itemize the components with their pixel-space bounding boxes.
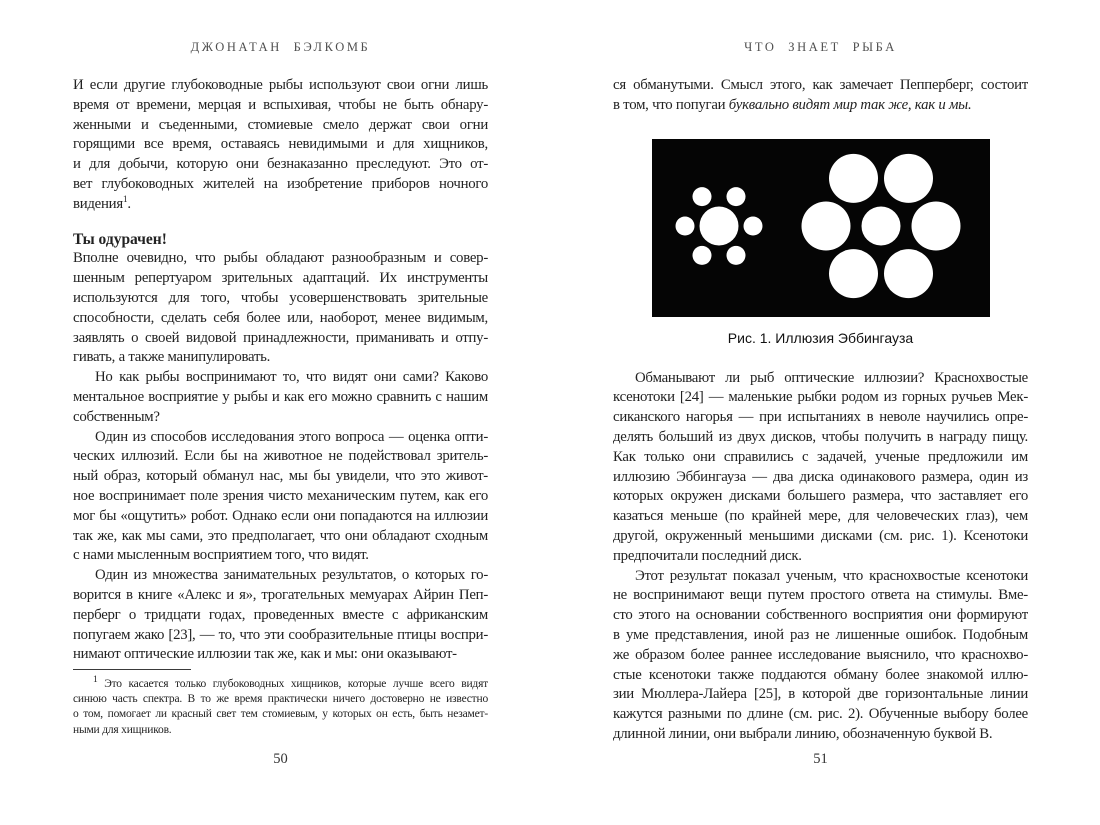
paragraph	[73, 566, 488, 665]
text-line: которых окружен дисками большего размера, что заставляет его	[613, 488, 1028, 505]
text-line: горящими все время, оставаясь невидимыми и для хищников,	[73, 136, 488, 153]
running-header-right: ЧТО ЗНАЕТ РЫБА	[744, 40, 897, 54]
text-line: Но как рыбы воспринимают то, что видят они сами? Каково	[95, 369, 488, 386]
text-segment: в том, что попугаи	[613, 96, 729, 113]
text-segment-sup: 1	[122, 194, 128, 205]
text-line: перберг о тридцати годах, проведенных вместе с африканским	[73, 606, 488, 623]
text-line	[73, 195, 488, 215]
footnote	[73, 669, 488, 738]
text-column-left	[73, 76, 488, 665]
text-line: казаться меньше (по крайней мере, для человеческих глаз), чем	[613, 508, 1028, 525]
footnote-text	[73, 677, 488, 738]
text-segment-italic: буквально видят мир так же, как и мы.	[728, 96, 972, 113]
text-line: Один из множества занимательных результатов, о которых го-	[95, 567, 488, 584]
text-line: заявлять о своей видовой принадлежности, приманивать и отпу-	[73, 329, 488, 346]
text-line: другой, окруженный меньшими дисками (см. рис. 1). Ксенотоки	[613, 527, 1028, 544]
text-line: иллюзию Эббингауза — два диска одинакового размера, один из	[613, 468, 1028, 485]
figure-caption: Рис. 1. Иллюзия Эббингауза	[727, 329, 914, 346]
paragraph	[73, 368, 488, 427]
text-line: длинной линии, они выбрали линию, обозначенную буквой В.	[613, 725, 993, 742]
text-line: нимают оптические иллюзии так же, как и мы: они оказывают-	[73, 646, 457, 663]
text-line: Этот результат показал ученым, что краснохвостые ксенотоки	[635, 567, 1028, 584]
text-line: ксенотоки [24] — маленькие рыбки родом из горных ручьев Мек-	[613, 389, 1028, 406]
running-header-left: ДЖОНАТАН БЭЛКОМБ	[190, 40, 371, 54]
text-line: вет глубоководных жителей на изобретение приборов ночного	[73, 175, 488, 192]
footnote-line: ными для хищников.	[73, 723, 172, 736]
text-line: шенным репертуаром зрительных адаптаций. Их инструменты	[73, 270, 488, 287]
page-number-left: 50	[273, 751, 288, 767]
text-line: кажутся разными по длине (см. рис. 2). Обученные выбору более	[613, 706, 1028, 723]
text-line: стые ксенотоки также поддаются обману более знакомой иллю-	[613, 666, 1028, 683]
text-line: ческих иллюзий. Если бы на животное не подействовал зритель-	[73, 448, 488, 465]
text-line: ворится в книге «Алекс и я», трогательных мемуарах Айрин Пеп-	[73, 586, 488, 603]
text-line: сиканского нагорья — при испытаниях в неволе научились опре-	[613, 409, 1028, 426]
text-line: Один из способов исследования этого вопроса — оценка опти-	[95, 428, 488, 445]
text-line: собственным?	[73, 408, 160, 425]
text-line: Как только они справились с задачей, ученые предложили им	[613, 448, 1028, 465]
page-number-right: 51	[813, 751, 828, 767]
text-line: сто этого на основании собственного восприятия они формируют	[613, 607, 1028, 624]
text-column-right	[613, 76, 1028, 745]
paragraph	[73, 428, 488, 567]
text-line: делять больший из двух дисков, чтобы получить в награду пищу.	[613, 428, 1028, 445]
text-line: ся обманутыми. Смысл этого, как замечает Пепперберг, состоит	[613, 77, 1028, 93]
text-line: же образом более раннее исследование выяснило, что краснохво-	[613, 646, 1028, 663]
footnote-divider	[73, 669, 191, 670]
footnote-line: о том, помогает ли красный свет тем стомиевым, у которых он есть, быть незамет-	[73, 708, 488, 721]
text-line: попугаем жако [23], — то, что эти сообразительные птицы воспри-	[73, 626, 488, 643]
text-line: ментальное восприятие у рыбы и как его можно сравнить с нашим	[73, 388, 488, 405]
paragraph	[613, 369, 1028, 567]
text-line: способности, сделать себя более или, наоборот, менее видимым,	[73, 309, 488, 326]
paragraph	[613, 567, 1028, 745]
text-line: Вполне очевидно, что рыбы обладают разнообразным и совер-	[73, 250, 488, 267]
text-line: с нами мысленным восприятием того, что видят.	[73, 547, 369, 564]
footnote-line	[73, 677, 488, 692]
text-line: предпочитали последний диск.	[613, 547, 802, 564]
text-line: гивать, а также манипулировать.	[73, 349, 271, 366]
text-line: Обманывают ли рыб оптические иллюзии? Краснохвостые	[635, 369, 1028, 386]
text-line: используются для того, чтобы усовершенствовать зрительные	[73, 289, 488, 306]
text-line	[613, 96, 1028, 116]
paragraph	[73, 76, 488, 215]
text-segment: .	[127, 195, 131, 212]
text-segment-sup: 1	[93, 675, 98, 686]
section-heading: Ты одурачен!	[73, 230, 167, 248]
paragraph	[73, 249, 488, 368]
text-line: мог бы «ощутить» робот. Однако если они попадаются на иллюзии	[73, 507, 488, 524]
figure-ebbinghaus-illusion	[613, 139, 1028, 347]
text-line: ное воспринимает поле зрения чисто механическим путем, как его	[73, 487, 488, 504]
text-line: ный образ, который обманул нас, мы бы увидели, что это живот-	[73, 468, 488, 485]
text-segment: Это касается только глубоководных хищников, которые лучше всего видят	[97, 678, 488, 690]
text-line: не воспринимают вещи путем простого ответа на стимулы. Вме-	[613, 587, 1028, 604]
paragraph	[613, 76, 1028, 116]
text-line: И если другие глубоководные рыбы используют свои огни лишь	[73, 77, 488, 93]
text-segment: видения	[73, 195, 123, 212]
text-line: в уме представления, иной раз не лишенные ошибок. Подобным	[613, 626, 1028, 643]
page-right	[550, 0, 1100, 825]
text-line: женными и съеденными, стомиевые смело держат свои огни	[73, 116, 488, 133]
text-line: время от времени, мерцая и вспыхивая, чтобы не быть обнару-	[73, 96, 488, 113]
text-line: так же, как мы сами, это предполагает, что они обладают сходным	[73, 527, 488, 544]
text-line: и для добычи, которую они безнаказанно преследуют. Это от-	[73, 156, 488, 173]
footnote-line: синюю часть спектра. В то же время практически ничего достоверно не известно	[73, 693, 488, 706]
ebbinghaus-illusion-image	[652, 139, 990, 317]
text-line: зии Мюллера-Лайера [25], в которой две горизонтальные линии	[613, 686, 1028, 703]
